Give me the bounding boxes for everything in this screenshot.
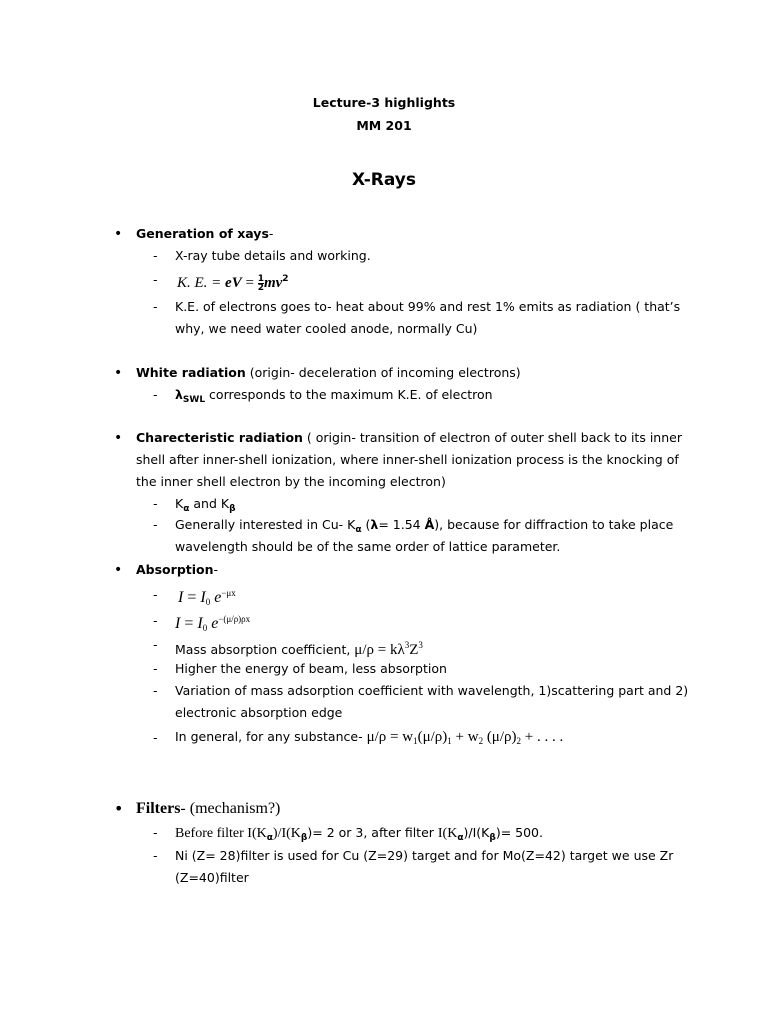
filters-heading: Filters- (mechanism?) bbox=[136, 800, 281, 817]
kinetic-energy-equation: K. E. = eV = $\frac{1}{2}$ $mv^2$ bbox=[177, 274, 289, 293]
ke-heat-line1: K.E. of electrons goes to- heat about 99% and rest 1% emits as radiation ( that’s bbox=[175, 299, 681, 314]
characteristic-line3: the inner shell electron by the incoming electron) bbox=[136, 474, 446, 489]
dash-marker: - bbox=[153, 848, 158, 863]
dash-marker: - bbox=[153, 730, 158, 745]
lambda-swl-item: $\lambda_{SWL}$ corresponds to the maximum K.E. of electron bbox=[175, 387, 493, 405]
ke-heat-line2: why, we need water cooled anode, normally Cu) bbox=[175, 321, 478, 336]
characteristic-heading: Charecteristic radiation ( origin- transition of electron of outer shell back to its inner bbox=[136, 430, 682, 445]
variation-line2: electronic absorption edge bbox=[175, 705, 343, 720]
dash-marker: - bbox=[153, 637, 158, 652]
general-substance-item: In general, for any substance- $\mu/\rho = w_1(\mu/\rho)_1 + w_2$ $(\mu/\rho)_2$ + . . . . bbox=[175, 729, 564, 746]
dash-marker: - bbox=[153, 248, 158, 263]
dash-marker: - bbox=[153, 683, 158, 698]
dash-marker: - bbox=[153, 387, 158, 402]
filter-ratio-item: Before filter $I(K_\alpha)/I(K_\beta)= 2$ or 3, after filter $I(K_\alpha)/I(K_\beta)= 500$. bbox=[175, 825, 543, 843]
characteristic-line2: shell after inner-shell ionization, where inner-shell ionization process is the knocking of bbox=[136, 452, 679, 467]
absorption-heading: Absorption- bbox=[136, 562, 219, 577]
cu-k-alpha-line2: wavelength should be of the same order of lattice parameter. bbox=[175, 539, 561, 554]
bullet-marker: • bbox=[114, 365, 123, 381]
dash-marker: - bbox=[153, 613, 158, 628]
white-radiation-heading: White radiation (origin- deceleration of incoming electrons) bbox=[136, 365, 521, 380]
absorption-equation-1: $I = I_0$ $e^{-\mu x}$ bbox=[178, 588, 236, 607]
dash-marker: - bbox=[153, 661, 158, 676]
course-code: MM 201 bbox=[356, 118, 412, 133]
ni-filter-line2: (Z=40)filter bbox=[175, 870, 249, 885]
absorption-equation-2: $I = I_0$ $e^{-(\mu/\rho)\rho x}$ bbox=[175, 614, 251, 633]
generation-heading: Generation of xays- bbox=[136, 226, 274, 241]
dash-marker: - bbox=[153, 517, 158, 532]
dash-marker: - bbox=[153, 587, 158, 602]
dash-marker: - bbox=[153, 272, 158, 287]
dash-marker: - bbox=[153, 299, 158, 314]
dash-marker: - bbox=[153, 496, 158, 511]
mass-absorption-coefficient-item: Mass absorption coefficient, $\mu/\rho = k\lambda^3Z^3$ bbox=[175, 640, 423, 658]
lecture-title: Lecture-3 highlights bbox=[312, 95, 456, 110]
bullet-marker: • bbox=[114, 226, 123, 242]
page-title: X-Rays bbox=[351, 170, 416, 190]
bullet-marker: • bbox=[114, 430, 123, 446]
variation-line1: Variation of mass adsorption coefficient with wavelength, 1)scattering part and 2) bbox=[175, 683, 689, 698]
cu-k-alpha-line1: Generally interested in Cu- $K_\alpha$ (λ= 1.54 Å), because for diffraction to take place bbox=[175, 517, 674, 535]
bullet-marker: • bbox=[114, 562, 123, 578]
energy-absorption-item: Higher the energy of beam, less absorption bbox=[175, 661, 447, 676]
bullet-marker: • bbox=[114, 799, 124, 818]
k-alpha-beta-item: $K_\alpha$ and $K_\beta$ bbox=[175, 496, 236, 514]
dash-marker: - bbox=[153, 825, 158, 840]
generation-item-tube: X-ray tube details and working. bbox=[175, 248, 371, 263]
ni-filter-line1: Ni (Z= 28)filter is used for Cu (Z=29) target and for Mo(Z=42) target we use Zr bbox=[175, 848, 674, 863]
